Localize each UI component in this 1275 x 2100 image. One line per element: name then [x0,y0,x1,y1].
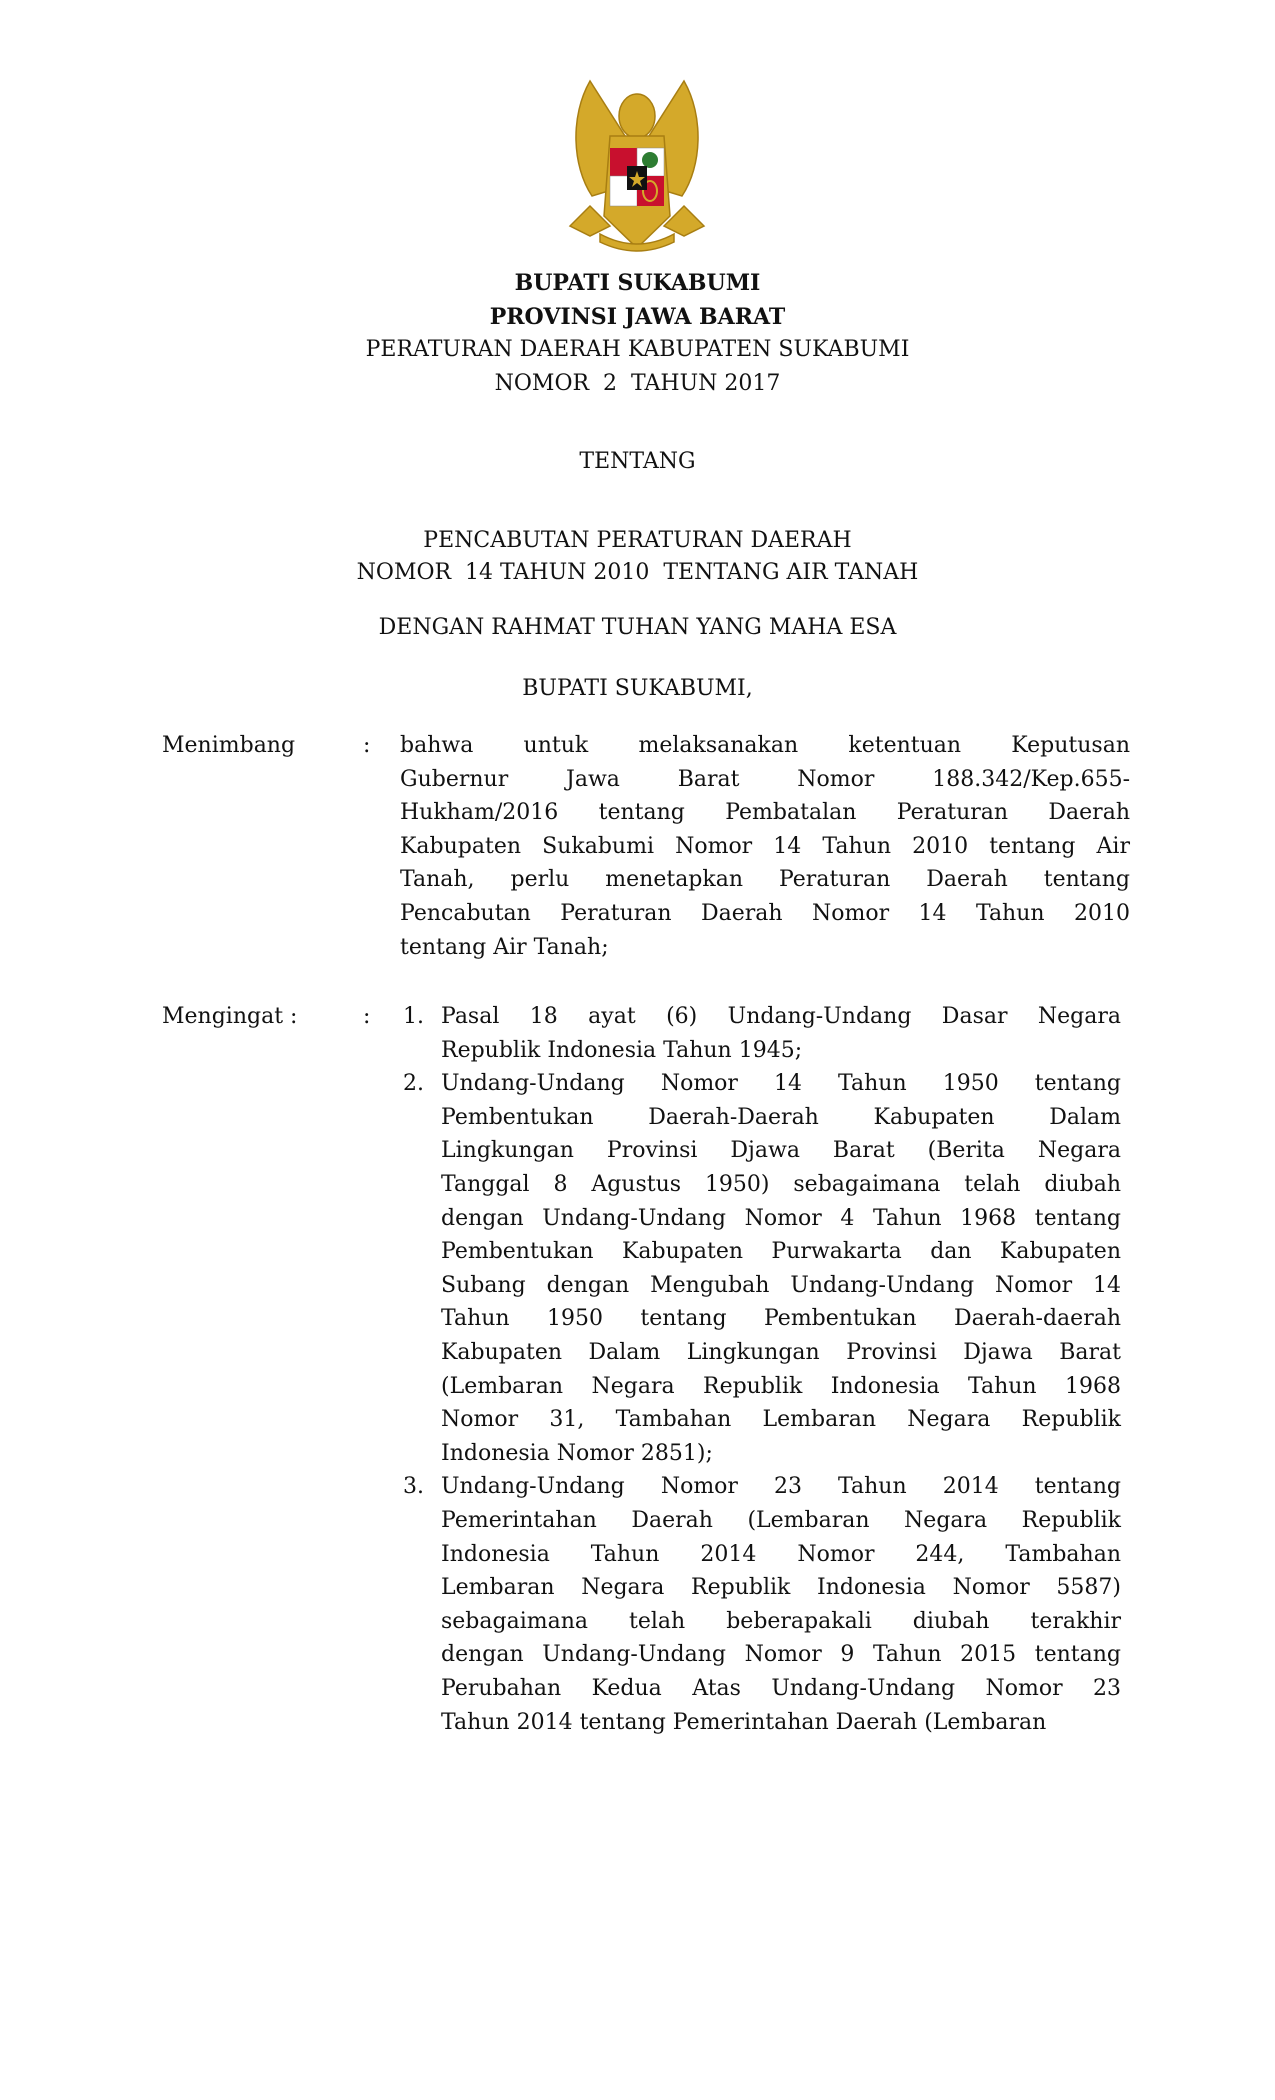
text-line: bahwa untuk melaksanakan ketentuan Keputusan [400,733,1130,758]
regulation-type: PERATURAN DAERAH KABUPATEN SUKABUMI [365,337,910,362]
text-line: dengan Undang-Undang Nomor 4 Tahun 1968 tentang [441,1205,1121,1231]
province-title: PROVINSI JAWA BARAT [489,304,786,330]
text-line: Indonesia Nomor 2851); [441,1440,713,1466]
text-line: Undang-Undang Nomor 23 Tahun 2014 tentang [441,1474,1121,1500]
list-item [441,1470,1121,1739]
text-line: Pemerintahan Daerah (Lembaran Negara Republik [441,1507,1121,1533]
text-line: Tanggal 8 Agustus 1950) sebagaimana telah diubah [441,1171,1121,1197]
tentang-heading: TENTANG [579,449,696,474]
text-line: Lingkungan Provinsi Djawa Barat (Berita Negara [441,1138,1121,1164]
text-line: Kabupaten Sukabumi Nomor 14 Tahun 2010 tentang Air [400,833,1130,859]
text-line: tentang Air Tanah; [400,934,609,960]
text-line: Lembaran Negara Republik Indonesia Nomor 5587) [441,1575,1121,1601]
text-line: Subang dengan Mengubah Undang-Undang Nomor 14 [441,1272,1121,1298]
text-line: Undang-Undang Nomor 14 Tahun 1950 tentang [441,1071,1121,1097]
text-line: Pembentukan Kabupaten Purwakarta dan Kabupaten [441,1239,1121,1265]
list-item [441,1000,1121,1067]
text-line: Republik Indonesia Tahun 1945; [441,1037,803,1063]
text-line: Kabupaten Dalam Lingkungan Provinsi Djawa Barat [441,1339,1121,1365]
list-item [441,1067,1121,1470]
text-line: sebagaimana telah beberapakali diubah terakhir [441,1608,1121,1634]
text-line: Pencabutan Peraturan Daerah Nomor 14 Tahun 2010 [400,900,1130,926]
list-item-number: 2. [403,1071,424,1097]
issuer-title: BUPATI SUKABUMI [514,270,761,296]
bupati-heading: BUPATI SUKABUMI, [522,676,753,701]
text-line: Nomor 31, Tambahan Lembaran Negara Republik [441,1407,1121,1433]
subject-line-1: PENCABUTAN PERATURAN DAERAH [423,528,852,553]
text-line: Perubahan Kedua Atas Undang-Undang Nomor 23 [441,1675,1121,1701]
list-item-number: 1. [403,1004,424,1029]
preamble-rahmat: DENGAN RAHMAT TUHAN YANG MAHA ESA [378,615,897,640]
text-line: Pasal 18 ayat (6) Undang-Undang Dasar Negara [441,1004,1121,1029]
mengingat-label: Mengingat : [162,1004,298,1029]
text-line: (Lembaran Negara Republik Indonesia Tahun 1968 [441,1373,1121,1399]
text-line: Indonesia Tahun 2014 Nomor 244, Tambahan [441,1541,1121,1567]
text-line: Tahun 1950 tentang Pembentukan Daerah-daerah [441,1306,1121,1332]
mengingat-colon: : [363,1004,371,1029]
text-line: Tahun 2014 tentang Pemerintahan Daerah (Lembaran [441,1709,1047,1735]
text-line: Tanah, perlu menetapkan Peraturan Daerah tentang [400,867,1130,893]
menimbang-label: Menimbang [162,733,296,758]
subject-line-2: NOMOR 14 TAHUN 2010 TENTANG AIR TANAH [356,560,919,585]
garuda-emblem-icon [530,76,744,256]
regulation-number: NOMOR 2 TAHUN 2017 [494,371,781,396]
list-item-number: 3. [403,1474,424,1500]
text-line: dengan Undang-Undang Nomor 9 Tahun 2015 tentang [441,1642,1121,1668]
text-line: Gubernur Jawa Barat Nomor 188.342/Kep.655- [400,766,1130,792]
menimbang-text [400,729,1130,964]
text-line: Pembentukan Daerah-Daerah Kabupaten Dalam [441,1104,1121,1130]
menimbang-colon: : [363,733,371,758]
text-line: Hukham/2016 tentang Pembatalan Peraturan Daerah [400,800,1130,826]
